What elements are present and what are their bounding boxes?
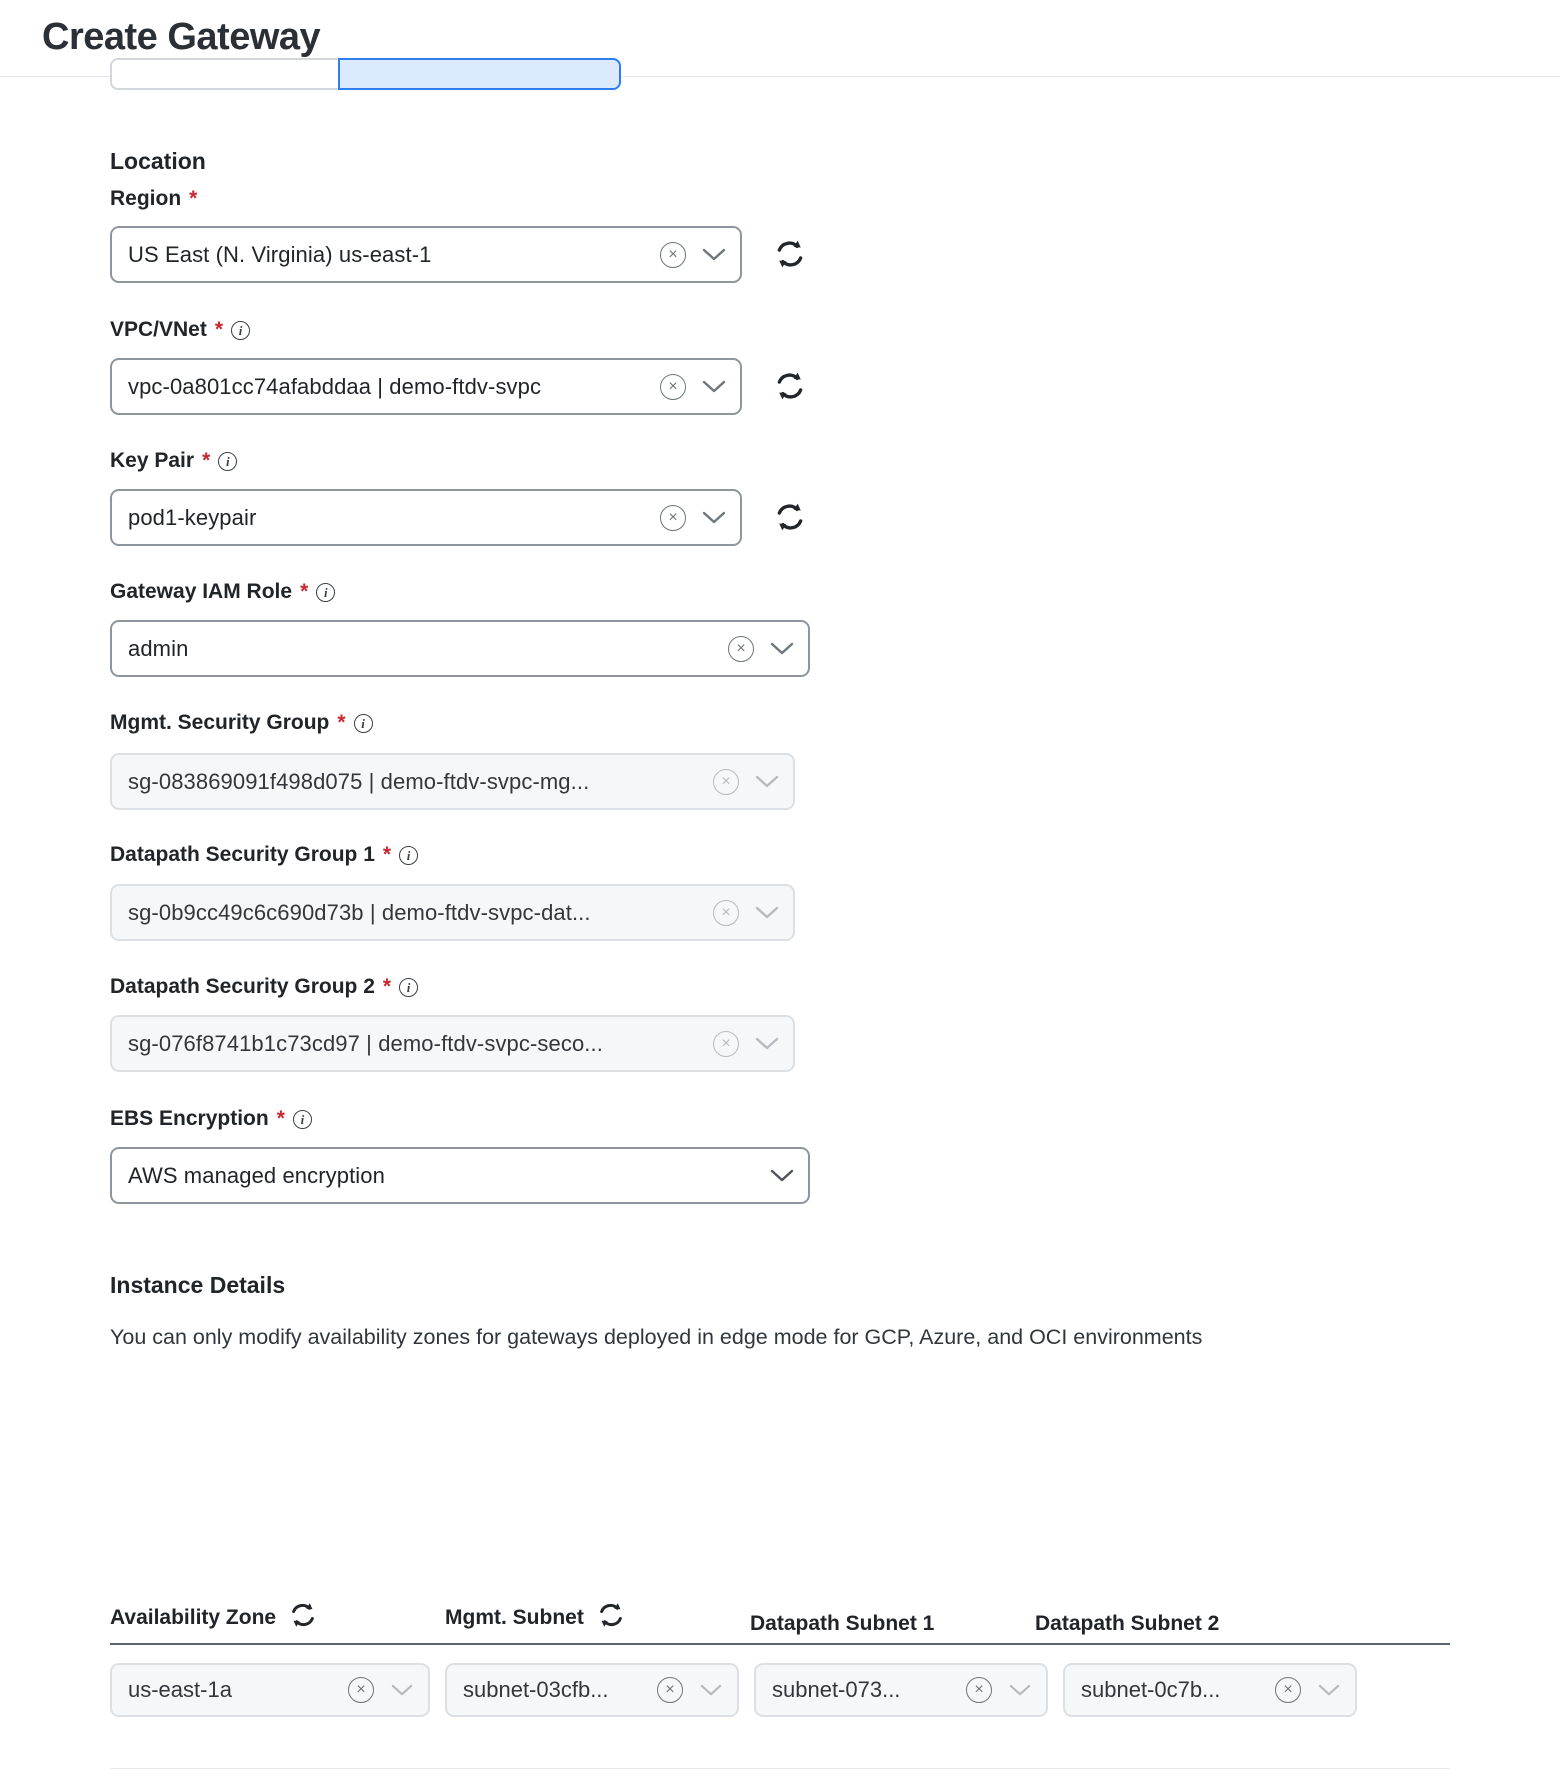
info-icon[interactable]: i [218, 452, 237, 471]
chevron-down-icon[interactable] [764, 642, 800, 656]
required-marker: * [337, 711, 346, 734]
gateway-iam-role-select[interactable] [110, 620, 810, 677]
table-row [110, 1663, 1450, 1717]
datapath-subnet-2-value: subnet-0c7b... [1081, 1677, 1221, 1702]
clear-icon: × [713, 769, 739, 795]
datapath-security-group-1-value: sg-0b9cc49c6c690d73b | demo-ftdv-svpc-dat... [128, 899, 591, 925]
chevron-down-icon[interactable] [693, 1684, 729, 1697]
page-title: Create Gateway [42, 16, 321, 58]
column-header-label: Availability Zone [110, 1606, 277, 1629]
clear-icon: × [713, 1031, 739, 1057]
refresh-region-button[interactable] [772, 236, 808, 272]
mgmt-security-group-select [110, 753, 795, 810]
refresh-mgmt-subnet-button[interactable] [596, 1600, 626, 1636]
clear-icon[interactable]: × [1275, 1677, 1301, 1703]
field-label-text: Datapath Security Group 1 [110, 843, 375, 866]
table-header-row [110, 1600, 1450, 1645]
mgmt-subnet-select[interactable] [445, 1663, 739, 1717]
required-marker: * [382, 975, 392, 998]
cell-spacer [430, 1663, 445, 1717]
toggle-option-inactive[interactable] [110, 58, 338, 90]
refresh-vpc-vnet-button[interactable] [772, 368, 808, 404]
refresh-icon [773, 237, 807, 271]
key-pair-value: pod1-keypair [128, 504, 257, 530]
info-icon[interactable]: i [399, 846, 418, 865]
cell-spacer [739, 1663, 754, 1717]
chevron-down-icon[interactable] [696, 511, 732, 525]
field-label-text: VPC/VNet [110, 318, 207, 341]
required-marker: * [202, 449, 211, 472]
clear-icon[interactable]: × [728, 636, 754, 662]
gateway-iam-role-value: admin [128, 635, 189, 661]
required-marker: * [214, 318, 224, 341]
refresh-key-pair-button[interactable] [772, 499, 808, 535]
datapath-security-group-1-select [110, 884, 795, 941]
chevron-down-icon[interactable] [384, 1684, 420, 1697]
mgmt-subnet-value: subnet-03cfb... [463, 1677, 609, 1702]
instance-details-description: You can only modify availability zones for gateways deployed in edge mode for GCP, Azure, and OCI environments [110, 1325, 1203, 1349]
region-value: US East (N. Virginia) us-east-1 [128, 241, 432, 267]
clear-icon[interactable]: × [660, 374, 686, 400]
field-label-text: EBS Encryption [110, 1107, 269, 1130]
field-label-datapath-security-group-1 [110, 843, 418, 867]
clear-icon[interactable]: × [657, 1677, 683, 1703]
field-label-key-pair [110, 449, 237, 473]
field-label-text: Gateway IAM Role [110, 580, 293, 603]
info-icon[interactable]: i [399, 978, 418, 997]
chevron-down-icon [749, 775, 785, 789]
column-header-label: Datapath Subnet 2 [1035, 1612, 1220, 1635]
section-title-location: Location [110, 148, 206, 174]
chevron-down-icon[interactable] [764, 1169, 800, 1183]
chevron-down-icon[interactable] [696, 248, 732, 262]
datapath-subnet-1-value: subnet-073... [772, 1677, 901, 1702]
chevron-down-icon [749, 906, 785, 920]
datapath-subnet-1-select[interactable] [754, 1663, 1048, 1717]
toggle-option-selected[interactable] [338, 58, 621, 90]
column-header-availability-zone [110, 1600, 445, 1636]
field-label-text: Mgmt. Security Group [110, 711, 330, 734]
chevron-down-icon[interactable] [696, 380, 732, 394]
field-label-text: Region [110, 187, 182, 210]
availability-zone-value: us-east-1a [128, 1677, 232, 1702]
field-label-text: Datapath Security Group 2 [110, 975, 375, 998]
field-label-ebs-encryption [110, 1107, 312, 1131]
refresh-icon [596, 1600, 626, 1630]
clear-icon[interactable]: × [660, 505, 686, 531]
info-icon[interactable]: i [316, 583, 335, 602]
datapath-security-group-2-value: sg-076f8741b1c73cd97 | demo-ftdv-svpc-seco... [128, 1030, 603, 1056]
column-header-mgmt-subnet [445, 1600, 750, 1636]
column-header-datapath-subnet-1 [750, 1612, 1035, 1636]
clear-icon[interactable]: × [660, 242, 686, 268]
gateway-type-toggle-group[interactable] [110, 58, 621, 90]
cell-spacer [1048, 1663, 1063, 1717]
field-label-datapath-security-group-2 [110, 975, 418, 999]
vpc-vnet-select[interactable] [110, 358, 742, 415]
key-pair-select[interactable] [110, 489, 742, 546]
datapath-security-group-2-select [110, 1015, 795, 1072]
info-icon[interactable]: i [231, 321, 250, 340]
vpc-vnet-value: vpc-0a801cc74afabddaa | demo-ftdv-svpc [128, 373, 542, 399]
field-label-text: Key Pair [110, 449, 195, 472]
column-header-label: Datapath Subnet 1 [750, 1612, 935, 1635]
refresh-icon [773, 500, 807, 534]
availability-zone-select[interactable] [110, 1663, 430, 1717]
ebs-encryption-value: AWS managed encryption [128, 1162, 385, 1188]
region-select[interactable] [110, 226, 742, 283]
required-marker: * [300, 580, 309, 603]
column-header-datapath-subnet-2 [1035, 1612, 1335, 1636]
datapath-subnet-2-select[interactable] [1063, 1663, 1357, 1717]
field-label-mgmt-security-group [110, 711, 373, 735]
field-label-vpc-vnet [110, 318, 250, 342]
chevron-down-icon[interactable] [1311, 1684, 1347, 1697]
info-icon[interactable]: i [293, 1110, 312, 1129]
column-header-label: Mgmt. Subnet [445, 1606, 584, 1629]
clear-icon[interactable]: × [966, 1677, 992, 1703]
required-marker: * [382, 843, 392, 866]
refresh-availability-zone-button[interactable] [288, 1600, 318, 1636]
required-marker: * [189, 187, 198, 210]
info-icon[interactable]: i [354, 714, 373, 733]
required-marker: * [276, 1107, 285, 1130]
clear-icon[interactable]: × [348, 1677, 374, 1703]
field-label-gateway-iam-role [110, 580, 335, 604]
ebs-encryption-select[interactable] [110, 1147, 810, 1204]
mgmt-security-group-value: sg-083869091f498d075 | demo-ftdv-svpc-mg... [128, 768, 590, 794]
refresh-icon [773, 369, 807, 403]
chevron-down-icon [749, 1037, 785, 1051]
bottom-divider [110, 1768, 1450, 1769]
refresh-icon [288, 1600, 318, 1630]
chevron-down-icon[interactable] [1002, 1684, 1038, 1697]
clear-icon: × [713, 900, 739, 926]
section-title-instance-details: Instance Details [110, 1272, 286, 1298]
field-label-region [110, 187, 197, 211]
instance-details-table [110, 1600, 1450, 1717]
